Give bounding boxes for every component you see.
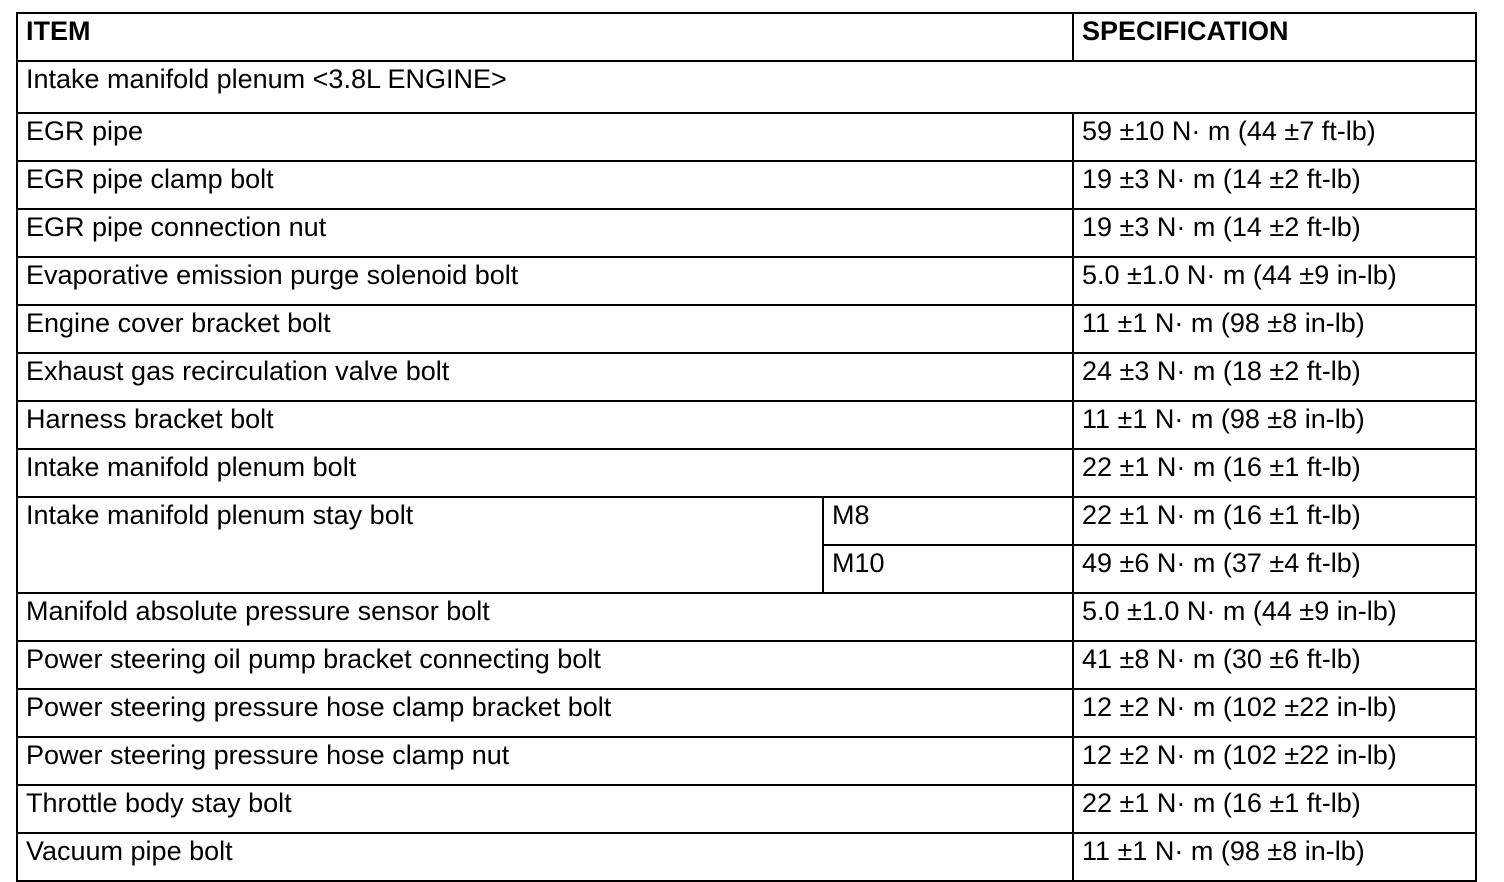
item-cell: Power steering pressure hose clamp nut <box>17 737 1073 785</box>
table-body <box>17 61 1476 881</box>
table-row <box>17 785 1476 833</box>
bolt-size-cell: M8 <box>823 497 1073 545</box>
item-cell: Intake manifold plenum stay bolt <box>17 497 823 593</box>
spec-cell: 12 ±2 N· m (102 ±22 in-lb) <box>1073 689 1476 737</box>
table-header-row <box>17 13 1476 61</box>
table-row <box>17 593 1476 641</box>
spec-cell: 22 ±1 N· m (16 ±1 ft-lb) <box>1073 785 1476 833</box>
item-cell: Intake manifold plenum bolt <box>17 449 1073 497</box>
spec-cell: 41 ±8 N· m (30 ±6 ft-lb) <box>1073 641 1476 689</box>
item-cell: Evaporative emission purge solenoid bolt <box>17 257 1073 305</box>
table-row <box>17 353 1476 401</box>
spec-cell: 22 ±1 N· m (16 ±1 ft-lb) <box>1073 497 1476 545</box>
item-cell: Harness bracket bolt <box>17 401 1073 449</box>
item-cell: Engine cover bracket bolt <box>17 305 1073 353</box>
spec-cell: 11 ±1 N· m (98 ±8 in-lb) <box>1073 833 1476 881</box>
item-cell: Throttle body stay bolt <box>17 785 1073 833</box>
section-title: Intake manifold plenum <3.8L ENGINE> <box>17 61 1476 113</box>
table-row-stay-bolt <box>17 497 1476 545</box>
table-row <box>17 449 1476 497</box>
spec-cell: 22 ±1 N· m (16 ±1 ft-lb) <box>1073 449 1476 497</box>
spec-cell: 49 ±6 N· m (37 ±4 ft-lb) <box>1073 545 1476 593</box>
item-cell: Power steering oil pump bracket connecting bolt <box>17 641 1073 689</box>
item-cell: EGR pipe <box>17 113 1073 161</box>
spec-cell: 11 ±1 N· m (98 ±8 in-lb) <box>1073 305 1476 353</box>
bolt-size-cell: M10 <box>823 545 1073 593</box>
column-header-specification: SPECIFICATION <box>1073 13 1476 61</box>
table-row <box>17 641 1476 689</box>
spec-cell: 5.0 ±1.0 N· m (44 ±9 in-lb) <box>1073 257 1476 305</box>
table-row <box>17 689 1476 737</box>
table-row <box>17 161 1476 209</box>
section-row <box>17 61 1476 113</box>
item-cell: Vacuum pipe bolt <box>17 833 1073 881</box>
spec-cell: 12 ±2 N· m (102 ±22 in-lb) <box>1073 737 1476 785</box>
spec-cell: 19 ±3 N· m (14 ±2 ft-lb) <box>1073 161 1476 209</box>
spec-cell: 19 ±3 N· m (14 ±2 ft-lb) <box>1073 209 1476 257</box>
table-row <box>17 305 1476 353</box>
spec-cell: 59 ±10 N· m (44 ±7 ft-lb) <box>1073 113 1476 161</box>
table-row <box>17 257 1476 305</box>
item-cell: Manifold absolute pressure sensor bolt <box>17 593 1073 641</box>
table-row <box>17 113 1476 161</box>
torque-spec-table <box>16 12 1477 882</box>
table-row <box>17 209 1476 257</box>
item-cell: Exhaust gas recirculation valve bolt <box>17 353 1073 401</box>
item-cell: EGR pipe connection nut <box>17 209 1073 257</box>
item-cell: EGR pipe clamp bolt <box>17 161 1073 209</box>
spec-cell: 24 ±3 N· m (18 ±2 ft-lb) <box>1073 353 1476 401</box>
spec-cell: 11 ±1 N· m (98 ±8 in-lb) <box>1073 401 1476 449</box>
item-cell: Power steering pressure hose clamp bracket bolt <box>17 689 1073 737</box>
table-row <box>17 737 1476 785</box>
spec-cell: 5.0 ±1.0 N· m (44 ±9 in-lb) <box>1073 593 1476 641</box>
column-header-item: ITEM <box>17 13 1073 61</box>
table-row <box>17 401 1476 449</box>
